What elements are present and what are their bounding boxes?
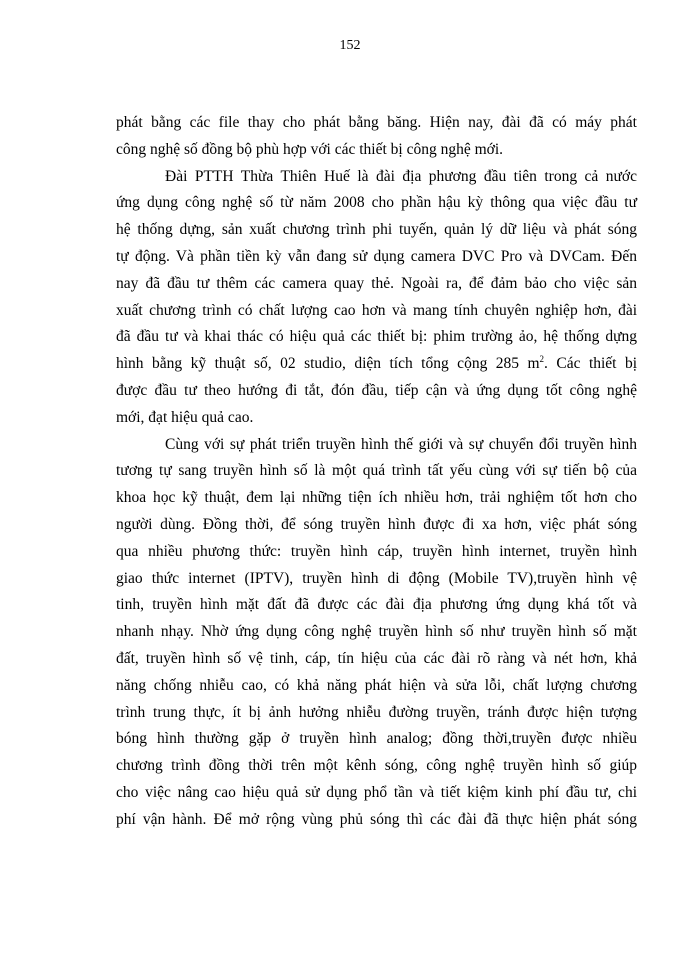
text-line: được đầu tư theo hướng đi tắt, đón đầu, tiếp cận và ứng dụng tốt công nghệ [116,381,637,399]
text-line: chương trình đồng thời trên một kênh sóng, công nghệ truyền hình số giúp [116,757,637,775]
line-text: hình bằng kỹ thuật số, 02 studio, diện tích tổng cộng 285 m [116,355,540,373]
text-line: cho việc nâng cao hiệu quả sử dụng phổ tần và tiết kiệm kinh phí đầu tư, chi [116,783,637,801]
text-line: Cùng với sự phát triển truyền hình thế giới và sự chuyển đổi truyền hình [165,435,637,453]
text-line: hệ thống dựng, sản xuất chương trình phi tuyến, quản lý dữ liệu và phát sóng [116,221,637,239]
page-number: 152 [339,38,361,53]
text-line: người dùng. Đồng thời, để sóng truyền hình được đi xa hơn, việc phát sóng [116,515,637,533]
text-line: mới, đạt hiệu quả cao. [116,408,254,426]
text-line: giao thức internet (IPTV), truyền hình di động (Mobile TV),truyền hình vệ [116,569,637,587]
text-line: xuất chương trình có chất lượng cao hơn và mang tính chuyên nghiệp hơn, đài [116,301,637,319]
text-line: nay đã đầu tư thêm các camera quay thẻ. Ngoài ra, để đảm bảo cho việc sản [116,274,637,292]
text-line: nhanh nhạy. Nhờ ứng dụng công nghệ truyền hình số như truyền hình số mặt [116,623,637,641]
document-body [116,110,637,834]
text-line: khoa học kỹ thuật, đem lại những tiện ích nhiều hơn, trải nghiệm tốt hơn cho [116,489,637,507]
text-line: tương tự sang truyền hình số là một quá trình tất yếu cùng với sự tiến bộ của [116,462,637,480]
text-line: Đài PTTH Thừa Thiên Huế là đài địa phương đầu tiên trong cả nước [165,167,637,185]
text-line: phí vận hành. Để mở rộng vùng phủ sóng thì các đài đã thực hiện phát sóng [116,810,637,828]
text-line: đã đầu tư và khai thác có hiệu quả các thiết bị: phim trường ảo, hệ thống dựng [116,328,637,346]
text-line: qua nhiều phương thức: truyền hình cáp, truyền hình internet, truyền hình [116,542,637,560]
text-line: tinh, truyền hình mặt đất đã được các đài địa phương ứng dụng khá tốt và [116,596,637,614]
line-text-tail: . Các thiết bị [544,355,638,373]
text-line: công nghệ số đồng bộ phù hợp với các thiết bị công nghệ mới. [116,140,504,158]
paragraph-2 [116,164,637,432]
paragraph-3 [116,432,637,834]
superscript: 2 [539,354,545,365]
text-line: phát bằng các file thay cho phát bằng băng. Hiện nay, đài đã có máy phát [116,114,637,131]
paragraph-1 [116,110,637,164]
text-line: năng chống nhiễu cao, có khả năng phát hiện và sửa lỗi, chất lượng chương [116,676,637,694]
text-line: tự động. Và phần tiền kỳ vẫn đang sử dụng camera DVC Pro và DVCam. Đến [116,247,637,265]
text-line: bóng hình thường gặp ở truyền hình analog; đồng thời,truyền được nhiều [116,730,637,748]
text-line: đất, truyền hình số vệ tinh, cáp, tín hiệu của các đài rõ ràng và nét hơn, khả [116,649,637,667]
text-line: trình trung thực, ít bị ảnh hưởng nhiễu đường truyền, tránh được hiện tượng [116,703,637,721]
text-line-with-superscript [116,351,637,378]
text-line: ứng dụng công nghệ số từ năm 2008 cho phần hậu kỳ thông qua việc đầu tư [116,194,637,212]
